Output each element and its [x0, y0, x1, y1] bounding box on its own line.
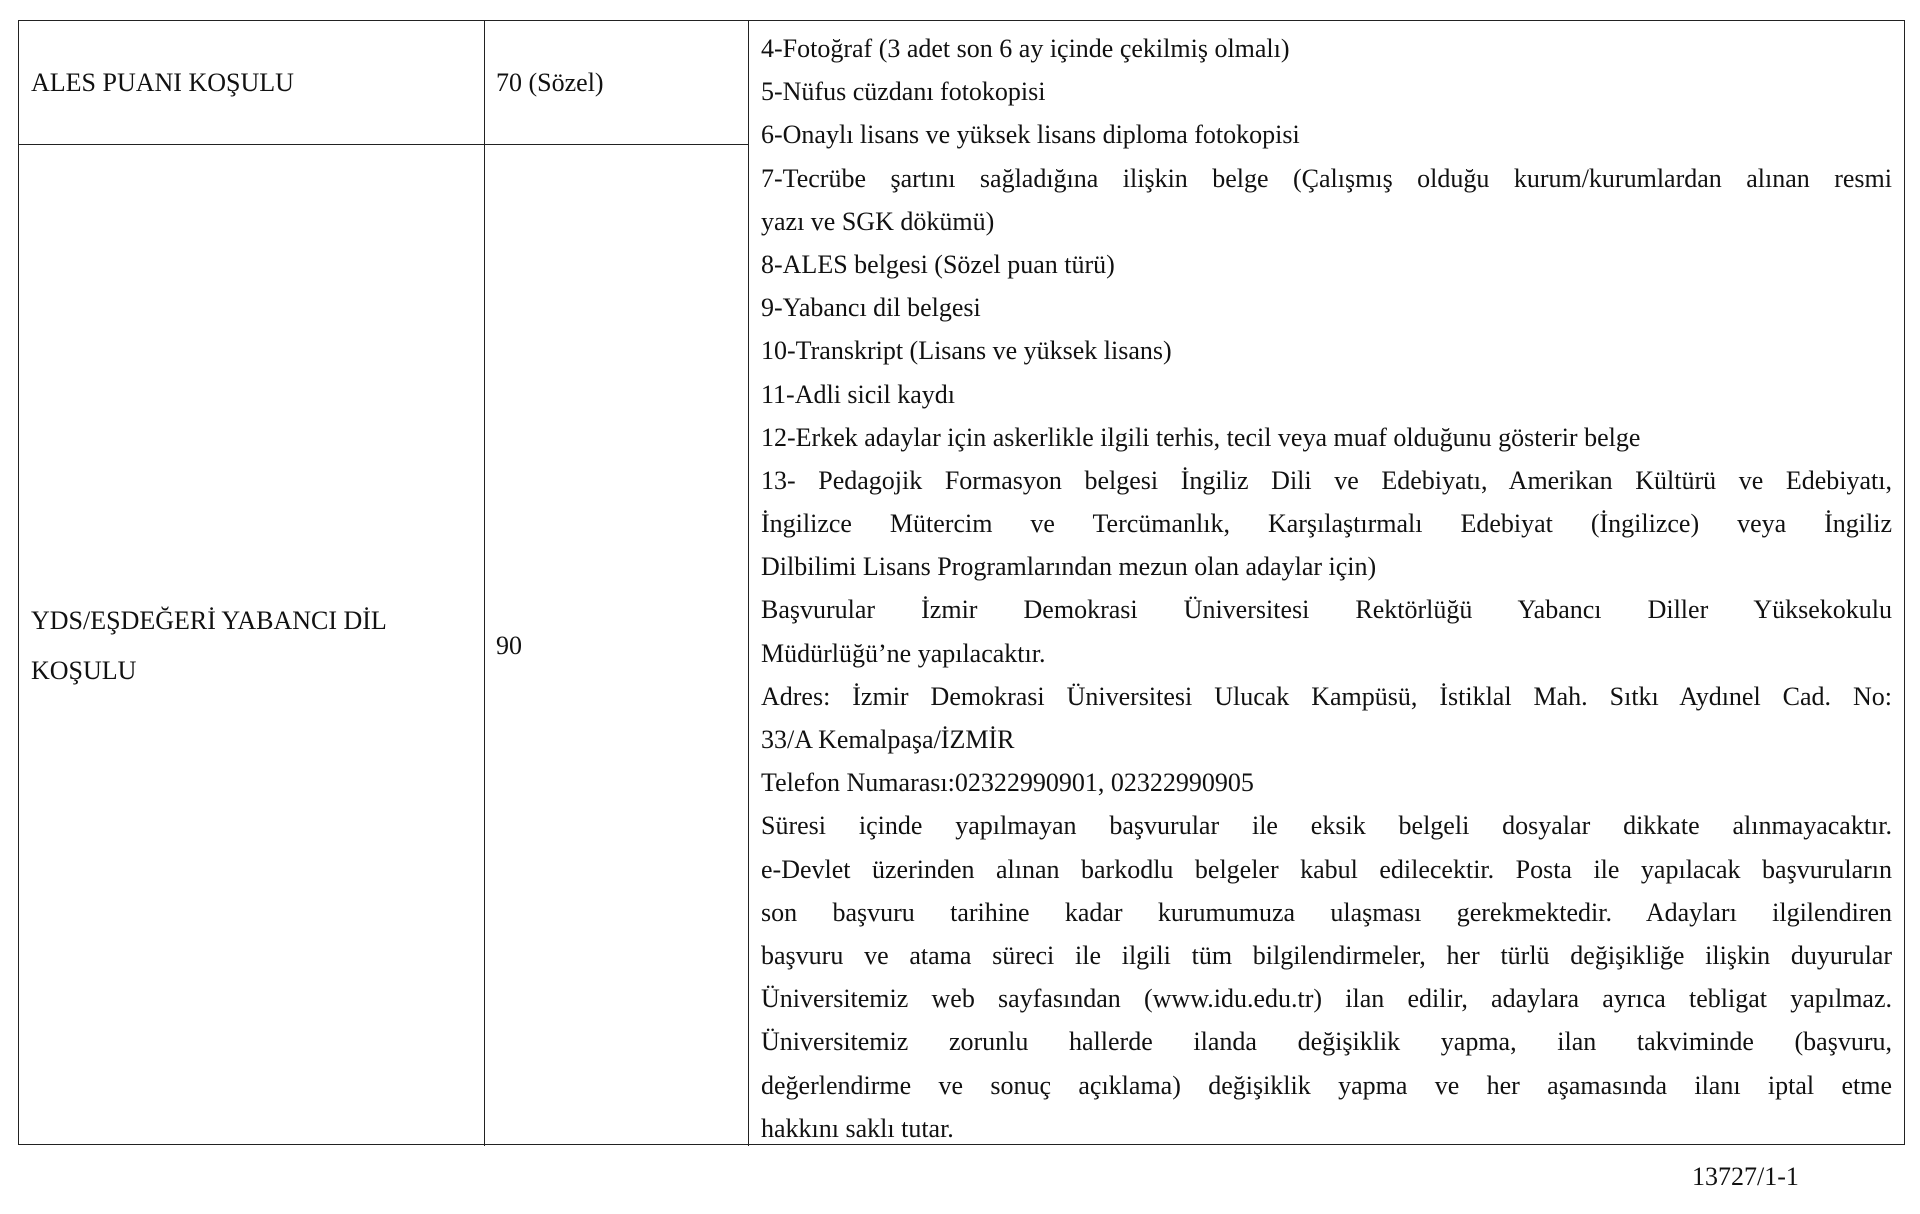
requirement-line: 8-ALES belgesi (Sözel puan türü) — [761, 249, 1115, 279]
requirement-line: Başvurular İzmir Demokrasi Üniversitesi Rektörlüğü Yabancı Diller Yüksekokulu — [761, 595, 1892, 625]
requirement-line: son başvuru tarihine kadar kurumumuza ulaşması gerekmektedir. Adayları ilgilendiren — [761, 897, 1892, 927]
ales-requirement-value — [485, 21, 749, 145]
requirement-line: Süresi içinde yapılmayan başvurular ile eksik belgeli dosyalar dikkate alınmayacaktır. — [761, 811, 1892, 841]
requirement-line: 7-Tecrübe şartını sağladığına ilişkin belge (Çalışmış olduğu kurum/kurumlardan alınan resmi — [761, 163, 1892, 193]
requirement-line: 4-Fotoğraf (3 adet son 6 ay içinde çekilmiş olmalı) — [761, 34, 1290, 63]
requirement-line: 12-Erkek adaylar için askerlikle ilgili terhis, tecil veya muaf olduğunu gösterir belge — [761, 422, 1641, 452]
language-label-line-2: KOŞULU — [31, 655, 137, 685]
requirement-line: başvuru ve atama süreci ile ilgili tüm bilgilendirmeler, her türlü değişikliğe ilişkin duyurular — [761, 940, 1892, 970]
ales-requirement-label — [19, 21, 485, 145]
requirement-line: İngilizce Mütercim ve Tercümanlık, Karşılaştırmalı Edebiyat (İngilizce) veya İngiliz — [761, 509, 1892, 539]
requirement-line: Üniversitemiz web sayfasından (www.idu.edu.tr) ilan edilir, adaylara ayrıca tebligat yapılmaz. — [761, 984, 1892, 1014]
requirement-line: 9-Yabancı dil belgesi — [761, 293, 981, 323]
requirement-line: hakkını saklı tutar. — [761, 1113, 954, 1143]
requirement-line: 5-Nüfus cüzdanı fotokopisi — [761, 77, 1046, 107]
required-documents-cell — [749, 21, 1904, 1144]
requirement-line: değerlendirme ve sonuç açıklama) değişiklik yapma ve her aşamasında ilanı iptal etme — [761, 1070, 1892, 1100]
requirement-line: 10-Transkript (Lisans ve yüksek lisans) — [761, 336, 1172, 366]
requirement-line: yazı ve SGK dökümü) — [761, 206, 995, 236]
language-label-line-1: YDS/EŞDEĞERİ YABANCI DİL — [31, 605, 387, 635]
requirement-line: Üniversitemiz zorunlu hallerde ilanda değişiklik yapma, ilan takviminde (başvuru, — [761, 1027, 1892, 1057]
requirement-line: e-Devlet üzerinden alınan barkodlu belgeler kabul edilecektir. Posta ile yapılacak başvuruların — [761, 854, 1892, 884]
ales-value-text: 70 (Sözel) — [496, 67, 604, 97]
requirement-line: Dilbilimi Lisans Programlarından mezun olan adaylar için) — [761, 552, 1377, 582]
requirement-line: 11-Adli sicil kaydı — [761, 379, 956, 409]
requirement-line: Müdürlüğü’ne yapılacaktır. — [761, 638, 1046, 668]
language-requirement-value — [485, 145, 749, 1146]
requirement-line: 13- Pedagojik Formasyon belgesi İngiliz Dili ve Edebiyatı, Amerikan Kültürü ve Edebiyatı, — [761, 465, 1892, 495]
language-value-text: 90 — [496, 630, 522, 660]
announcement-table — [18, 20, 1905, 1145]
requirement-line: 6-Onaylı lisans ve yüksek lisans diploma fotokopisi — [761, 120, 1300, 150]
requirement-line: Telefon Numarası:02322990901, 02322990905 — [761, 768, 1254, 798]
requirement-line: 33/A Kemalpaşa/İZMİR — [761, 725, 1015, 754]
requirement-line: Adres: İzmir Demokrasi Üniversitesi Ulucak Kampüsü, İstiklal Mah. Sıtkı Aydınel Cad. No: — [761, 681, 1892, 711]
ales-label-text: ALES PUANI KOŞULU — [31, 67, 294, 97]
page-reference-number: 13727/1-1 — [1692, 1162, 1799, 1191]
language-requirement-label — [19, 145, 485, 1146]
